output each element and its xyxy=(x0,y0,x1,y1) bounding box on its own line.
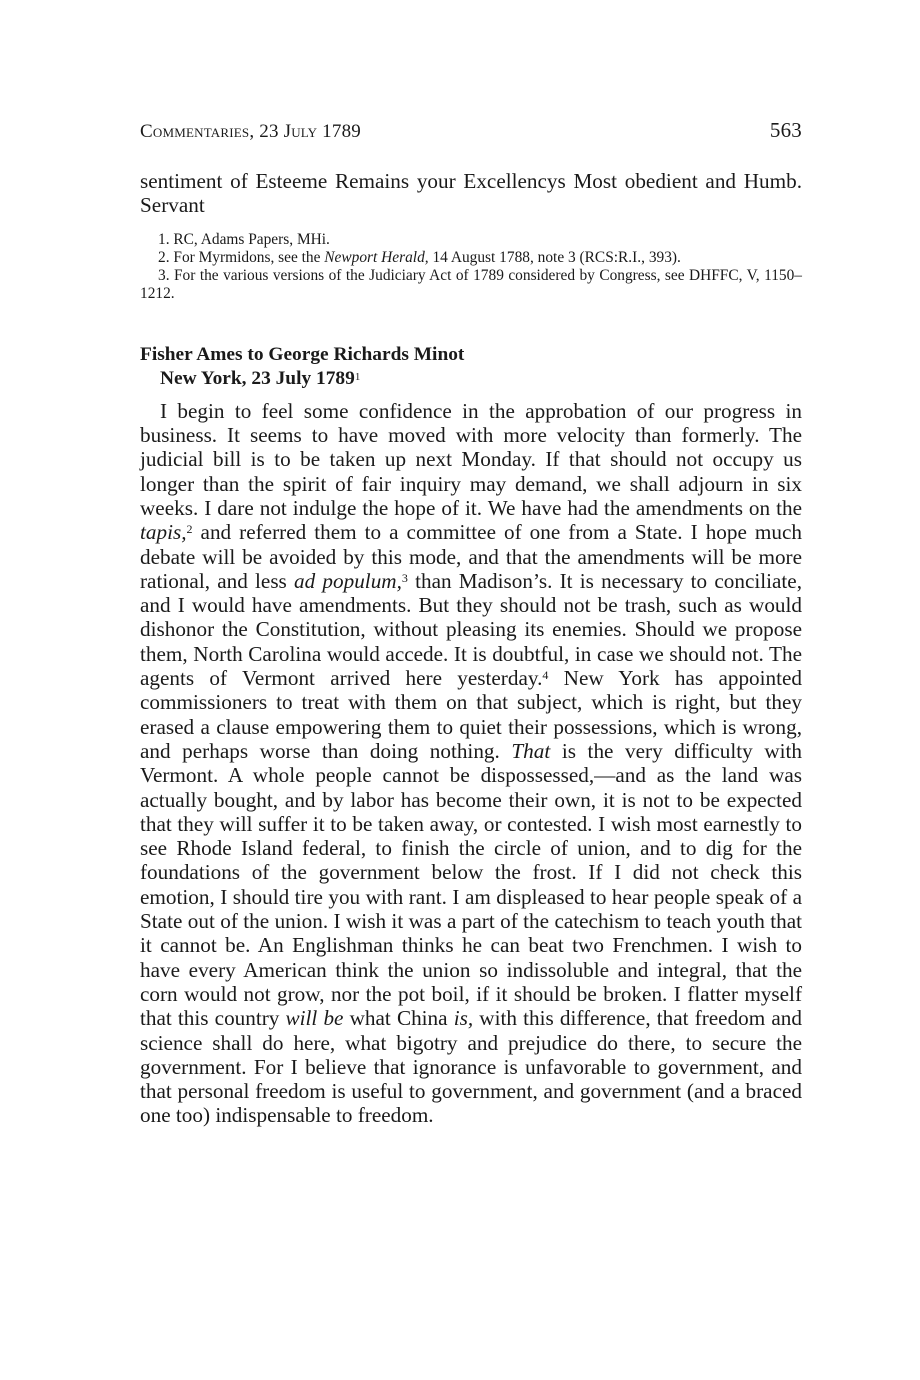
footnote-2-citation: 14 August 1788, note 3 (RCS:R.I., 393). xyxy=(428,248,681,266)
document-heading xyxy=(140,343,802,391)
letter-italic-ad-populum: ad populum, xyxy=(294,568,402,593)
letter-italic-that: That xyxy=(511,738,551,763)
footnote-2-title: Newport Herald, xyxy=(324,248,429,266)
letter-text-1: I begin to feel some confidence in the approbation of our progress in business. It seems to have moved with more velocity than formerly. The judicial bill is to be taken up next Monday. If that should not occupy us longer than the spirit of fair inquiry may demand, we shall adjourn in six weeks. I dare not indulge the hope of it. We have had the amendments on the xyxy=(140,398,802,520)
letter-text-7: with this difference, that freedom and science shall do here, what bigotry and prejudice do there, to secure the government. For I believe that ignorance is unfavorable to government, and that personal freedom is useful to government, and government (and a braced one too) indispensable to freedom. xyxy=(140,1006,802,1128)
heading-correspondents: Fisher Ames to George Richards Minot xyxy=(140,343,465,365)
letter-italic-will-be: will be xyxy=(285,1006,344,1031)
note-ref-2: 2 xyxy=(186,522,193,537)
continued-paragraph: sentiment of Esteeme Remains your Excellencys Most obedient and Humb. Servant xyxy=(140,169,802,218)
page-number: 563 xyxy=(769,118,802,142)
heading-note-ref: 1 xyxy=(354,370,361,383)
note-ref-4: 4 xyxy=(542,668,549,683)
heading-place-date xyxy=(140,367,802,391)
letter-italic-is: is, xyxy=(453,1006,474,1031)
footnote-2 xyxy=(140,249,802,267)
letter-text-4: New York has appointed commissioners to treat with them on that subject, which is right, but they erased a clause empowering them to quiet their possessions, which is wrong, and perhaps worse than doing nothing. xyxy=(140,666,802,763)
heading-date: New York, 23 July 1789 xyxy=(160,367,355,389)
footnote-1: 1. RC, Adams Papers, MHi. xyxy=(158,230,330,248)
running-head-title: Commentaries, 23 July 1789 xyxy=(140,121,361,142)
letter-italic-tapis: tapis, xyxy=(140,520,187,545)
note-ref-3: 3 xyxy=(401,570,408,585)
letter-body xyxy=(140,399,802,1128)
document-page xyxy=(140,118,802,1128)
footnotes xyxy=(140,231,802,304)
letter-text-5: is the very difficulty with Vermont. A whole people cannot be dispossessed,—and as the land was actually bought, and by labor has become their own, it is not to be expected that they will suffer it to be taken away, or contested. I wish most earnestly to see Rhode Island federal, to finish the circle of union, and to dig for the foundations of the government below the frost. If I did not check this emotion, I should tire you with rant. I am displeased to hear people speak of a State out of the union. I wish it was a part of the catechism to teach youth that it cannot be. An Englishman thinks he can beat two Frenchmen. I wish to have every American think the union so indissoluble and integral, that the corn would not grow, nor the pot boil, if it should be broken. I flatter myself that this country xyxy=(140,738,802,1031)
footnote-2-text: 2. For Myrmidons, see the xyxy=(158,248,325,266)
letter-text-3: than Madison’s. It is necessary to conciliate, and I would have amendments. But they should not be trash, such as would dishonor the Constitution, without pleasing its enemies. Should we propose them, North Carolina would accede. It is doubtful, in case we should not. The agents of Vermont arrived here yesterday. xyxy=(140,568,802,691)
footnote-3: 3. For the various versions of the Judiciary Act of 1789 considered by Congress, see DHFFC, V, 1150–1212. xyxy=(140,267,802,303)
letter-text-6: what China xyxy=(343,1006,454,1031)
running-head xyxy=(140,118,802,143)
letter-text-2: and referred them to a committee of one from a State. I hope much debate will be avoided by this mode, and that the amendments will be more rational, and less xyxy=(140,520,802,593)
